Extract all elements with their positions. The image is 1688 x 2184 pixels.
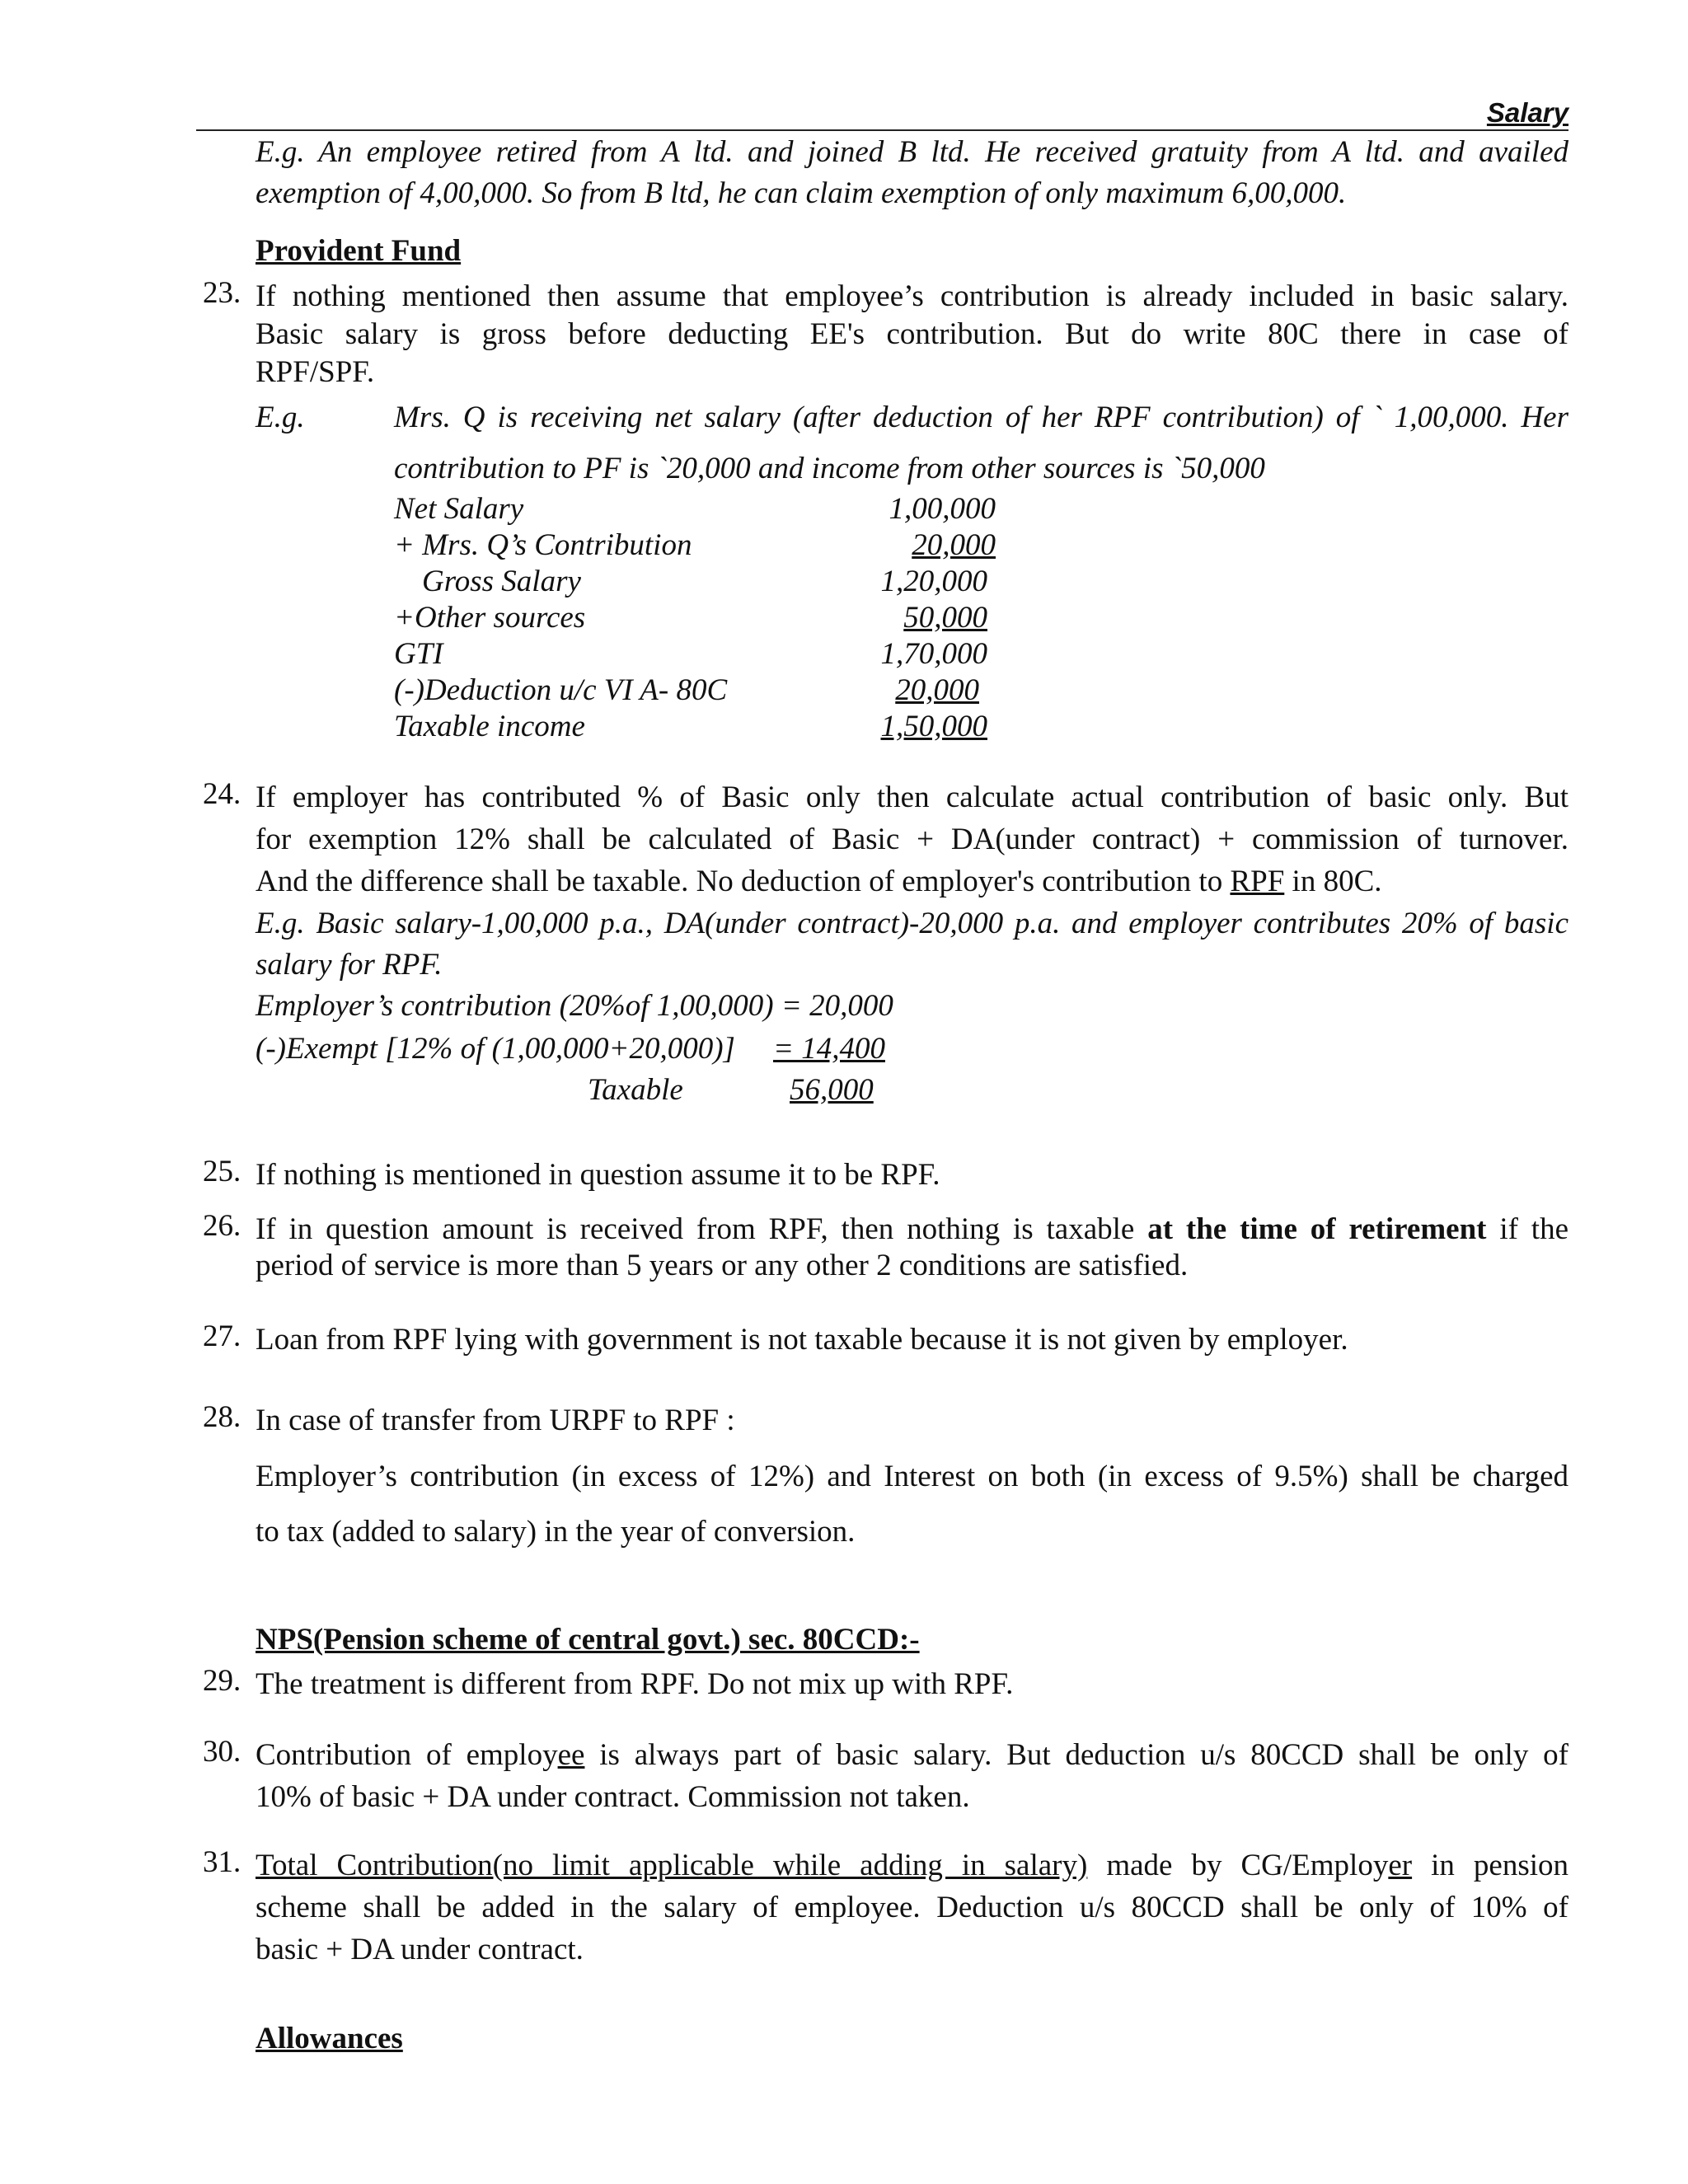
item-23-eg-label: E.g.: [256, 401, 305, 434]
item-26-line2: period of service is more than 5 years or any other 2 conditions are satisfied.: [256, 1249, 1189, 1282]
nps-heading: NPS(Pension scheme of central govt.) sec. 80CCD:-: [256, 1623, 920, 1657]
item-29-text: The treatment is different from RPF. Do not mix up with RPF.: [256, 1667, 1014, 1701]
calc-label: (-)Deduction u/c VI A- 80C: [394, 673, 728, 707]
item-30-line1-text: Contribution of employ: [256, 1738, 558, 1772]
item-24-calc-exempt-value: = 14,400: [773, 1032, 885, 1066]
item-26-number: 26.: [203, 1209, 241, 1243]
item-24-number: 24.: [203, 777, 241, 811]
item-25-number: 25.: [203, 1155, 241, 1188]
item-29-number: 29.: [203, 1664, 241, 1698]
calc-label: Taxable income: [394, 710, 585, 743]
item-31-line1: [256, 1844, 1568, 1887]
item-31-underlined-suffix: er: [1388, 1849, 1413, 1882]
item-24-calc-taxable-value: 56,000: [790, 1073, 874, 1107]
item-24-eg-line2: salary for RPF.: [256, 948, 443, 982]
item-23-eg-line2: contribution to PF is `20,000 and income from other sources is `50,000: [394, 452, 1265, 485]
item-31-line3: basic + DA under contract.: [256, 1933, 584, 1966]
item-24-line3-text: And the difference shall be taxable. No deduction of employer's contribution to: [256, 865, 1231, 898]
calc-label: +Other sources: [394, 601, 586, 635]
item-23-eg-line1: Mrs. Q is receiving net salary (after deduction of her RPF contribution) of ` 1,00,000. Her: [394, 401, 1568, 434]
item-30-underlined: ee: [557, 1738, 585, 1772]
item-28-line1: In case of transfer from URPF to RPF :: [256, 1404, 735, 1437]
item-24-calc-taxable-label: Taxable: [588, 1073, 683, 1107]
item-31-line1-end: in pension: [1412, 1849, 1569, 1882]
allowances-heading: Allowances: [256, 2022, 403, 2055]
item-26-line1-text: If in question amount is received from RPF, then nothing is taxable: [256, 1212, 1148, 1246]
item-24-line2: for exemption 12% shall be calculated of Basic + DA(under contract) + commission of turnover.: [256, 823, 1568, 856]
calc-value: 50,000: [903, 601, 987, 635]
item-26-bold-phrase: at the time of retirement: [1147, 1212, 1487, 1246]
item-31-line2: scheme shall be added in the salary of employee. Deduction u/s 80CCD shall be only of 10% of: [256, 1891, 1568, 1924]
item-23-number: 23.: [203, 276, 241, 310]
item-24-line3-end: in 80C.: [1284, 865, 1382, 898]
item-31-line1-text: made by CG/Employ: [1087, 1849, 1389, 1882]
item-24-calc-employer-contribution: Employer’s contribution (20%of 1,00,000) = 20,000: [256, 989, 893, 1023]
item-28-number: 28.: [203, 1400, 241, 1434]
item-24-line3: [256, 860, 1382, 903]
item-28-line3: to tax (added to salary) in the year of conversion.: [256, 1515, 856, 1549]
item-31-underlined-phrase: Total Contribution(no limit applicable while adding in salary): [256, 1849, 1088, 1882]
provident-fund-heading: Provident Fund: [256, 234, 462, 268]
calc-value: 20,000: [912, 528, 996, 562]
calc-label: GTI: [394, 637, 443, 671]
item-24-calc-exempt-label: (-)Exempt [12% of (1,00,000+20,000)]: [256, 1032, 735, 1066]
item-27-text: Loan from RPF lying with government is not taxable because it is not given by employer.: [256, 1323, 1348, 1357]
gratuity-example-line1: E.g. An employee retired from A ltd. and joined B ltd. He received gratuity from A ltd. and availed: [256, 135, 1568, 169]
calc-value: 1,50,000: [880, 710, 987, 743]
item-30-line1: [256, 1734, 1568, 1777]
item-23-line2: Basic salary is gross before deducting EE's contribution. But do write 80C there in case of: [256, 317, 1568, 351]
header-rule: [196, 129, 1568, 131]
calc-value: 1,20,000: [880, 565, 987, 598]
item-30-line2: 10% of basic + DA under contract. Commission not taken.: [256, 1780, 970, 1814]
item-24-eg-line1: E.g. Basic salary-1,00,000 p.a., DA(under contract)-20,000 p.a. and employer contributes 20% of basic: [256, 907, 1568, 940]
calc-label: Gross Salary: [422, 565, 581, 598]
calc-value: 1,00,000: [889, 492, 996, 526]
calc-label: + Mrs. Q’s Contribution: [394, 528, 692, 562]
item-26-line1-end: if the: [1486, 1212, 1568, 1246]
item-24-rpf-underlined: RPF: [1230, 865, 1285, 898]
item-23-line3: RPF/SPF.: [256, 355, 375, 389]
calc-value: 20,000: [895, 673, 979, 707]
item-25-text: If nothing is mentioned in question assume it to be RPF.: [256, 1158, 940, 1192]
item-27-number: 27.: [203, 1319, 241, 1353]
item-30-line1-end: is always part of basic salary. But deduction u/s 80CCD shall be only of: [584, 1738, 1568, 1772]
item-24-line1: If employer has contributed % of Basic only then calculate actual contribution of basic only. But: [256, 780, 1568, 814]
item-30-number: 30.: [203, 1735, 241, 1769]
item-31-number: 31.: [203, 1845, 241, 1879]
item-23-line1: If nothing mentioned then assume that employee’s contribution is already included in basic salary.: [256, 279, 1568, 313]
calc-label: Net Salary: [394, 492, 524, 526]
gratuity-example-line2: exemption of 4,00,000. So from B ltd, he can claim exemption of only maximum 6,00,000.: [256, 176, 1347, 210]
page-header-title: Salary: [1486, 97, 1568, 128]
calc-value: 1,70,000: [880, 637, 987, 671]
item-28-line2: Employer’s contribution (in excess of 12%) and Interest on both (in excess of 9.5%) shall be charged: [256, 1460, 1568, 1493]
